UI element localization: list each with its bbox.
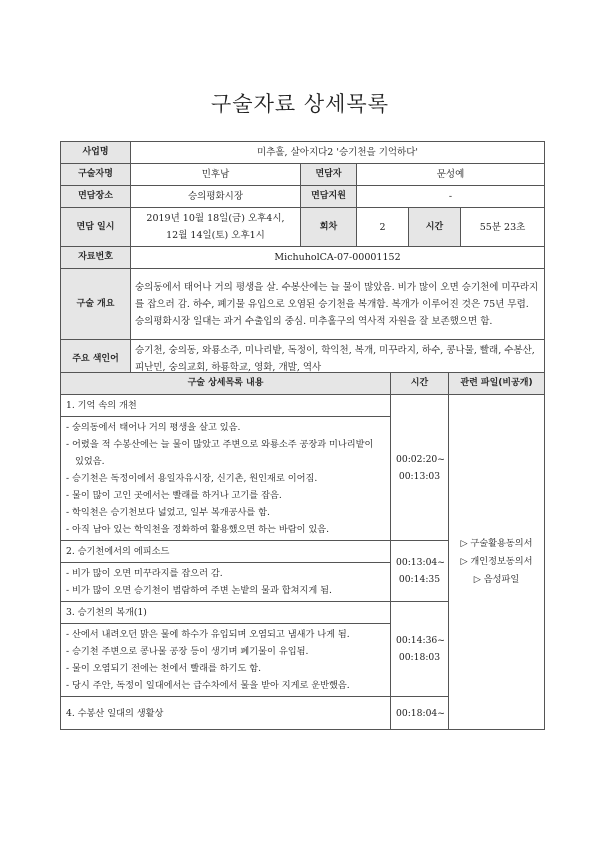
date-value: [131, 208, 301, 247]
session-label: 회차: [301, 208, 357, 247]
section-time-text: 00:18:04~: [396, 707, 445, 719]
list-item: - 아직 남아 있는 학익천을 정화하여 활용했으면 하는 바람이 있음.: [66, 524, 330, 535]
list-item: - 승기천 주변으로 콩나물 공장 등이 생기며 폐기물이 유입됨.: [66, 646, 309, 657]
list-item: - 숭의동에서 태어나 거의 평생을 살고 있음.: [66, 422, 241, 433]
assistant-value: -: [357, 186, 545, 208]
id-value: MichuholCA-07-00001152: [131, 247, 545, 269]
file-consent: ▷ 구술활용동의서: [460, 538, 533, 549]
date-line-2: 12월 14일(토) 오후1시: [166, 230, 265, 241]
time-label: 시간: [409, 208, 461, 247]
list-item: - 비가 많이 오면 승기천이 범람하여 주변 논밭의 물과 합쳐지게 됨.: [66, 585, 332, 596]
section-time: [391, 395, 449, 541]
time-value: 55분 23초: [461, 208, 545, 247]
section-items: [61, 417, 391, 541]
page-title: 구술자료 상세목록: [211, 92, 389, 116]
list-item: - 물이 많이 고인 곳에서는 빨래를 하거나 고기를 잡음.: [66, 490, 282, 501]
file-privacy: ▷ 개인정보동의서: [460, 556, 533, 567]
place-label: 면담장소: [61, 186, 131, 208]
section-time-text: 00:14:36~ 00:18:03: [396, 635, 445, 663]
related-files: [449, 395, 545, 730]
session-value: 2: [357, 208, 409, 247]
section-title: 1. 기억 속의 개천: [61, 395, 391, 417]
interviewer-value: 문성예: [357, 164, 545, 186]
info-table: [60, 141, 545, 379]
detail-header-content: 구술 상세목록 내용: [61, 373, 391, 395]
detail-header-time: 시간: [391, 373, 449, 395]
project-value: 미추홀, 살아지다2 '승기천을 기억하다': [131, 142, 545, 164]
list-item: - 비가 많이 오면 미꾸라지를 잡으러 감.: [66, 568, 223, 579]
keywords-label: 주요 색인어: [61, 340, 131, 379]
detail-header-files: 관련 파일(비공개): [449, 373, 545, 395]
list-item: - 물이 오염되기 전에는 천에서 빨래를 하기도 함.: [66, 663, 262, 674]
list-item: - 학익천은 승기천보다 넓었고, 일부 복개공사를 함.: [66, 507, 270, 518]
list-item: - 어렸을 적 수봉산에는 늘 물이 많았고 주변으로 와룡소주 공장과 미나리밭이 있었음.: [66, 439, 374, 467]
keywords-value: 승기천, 숭의동, 와룡소주, 미나리밭, 독정이, 학익천, 복개, 미꾸라지, 하수, 콩나물, 빨래, 수봉산, 피난민, 숭의교회, 하룡학교, 영화, 개발, 역사: [131, 340, 545, 379]
project-label: 사업명: [61, 142, 131, 164]
assistant-label: 면담지원: [301, 186, 357, 208]
file-audio: ▷ 음성파일: [473, 574, 520, 585]
section-time-text: 00:02:20~ 00:13:03: [396, 453, 445, 482]
detail-table: [60, 372, 545, 730]
summary-value: 숭의동에서 태어나 거의 평생을 살. 수봉산에는 늘 물이 많았음. 비가 많이 오면 승기천에 미꾸라지를 잡으러 감. 하수, 폐기물 유입으로 오염된 승기천을 복개함. 복개가 이루어진 것은 75년 무렵. 승의평화시장 일대는 과거 수출입의 중심. 미추홀구의 역사적 자원을 잘 보존했으면 함.: [131, 269, 545, 340]
section-time: [391, 541, 449, 602]
section-time: [391, 697, 449, 730]
narrator-value: 민후남: [131, 164, 301, 186]
list-item: - 산에서 내려오던 맑은 물에 하수가 유입되며 오염되고 냄새가 나게 됨.: [66, 629, 350, 640]
narrator-label: 구술자명: [61, 164, 131, 186]
summary-label: 구술 개요: [61, 269, 131, 340]
section-items: [61, 563, 391, 602]
section-time-text: 00:13:04~ 00:14:35: [396, 557, 445, 585]
section-items: [61, 624, 391, 697]
section-time: [391, 602, 449, 697]
date-label: 면담 일시: [61, 208, 131, 247]
section-title: 2. 승기천에서의 에피소드: [61, 541, 391, 563]
interviewer-label: 면담자: [301, 164, 357, 186]
list-item: - 당시 주안, 독정이 일대에서는 급수차에서 물을 받아 지게로 운반했음.: [66, 680, 350, 691]
list-item: - 승기천은 독정이에서 용일자유시장, 신기촌, 원인재로 이어짐.: [66, 473, 318, 484]
place-value: 승의평화시장: [131, 186, 301, 208]
id-label: 자료번호: [61, 247, 131, 269]
section-title: 3. 승기천의 복개(1): [61, 602, 391, 624]
section-title: 4. 수봉산 일대의 생활상: [61, 697, 391, 730]
date-line-1: 2019년 10월 18일(금) 오후4시,: [146, 213, 285, 224]
